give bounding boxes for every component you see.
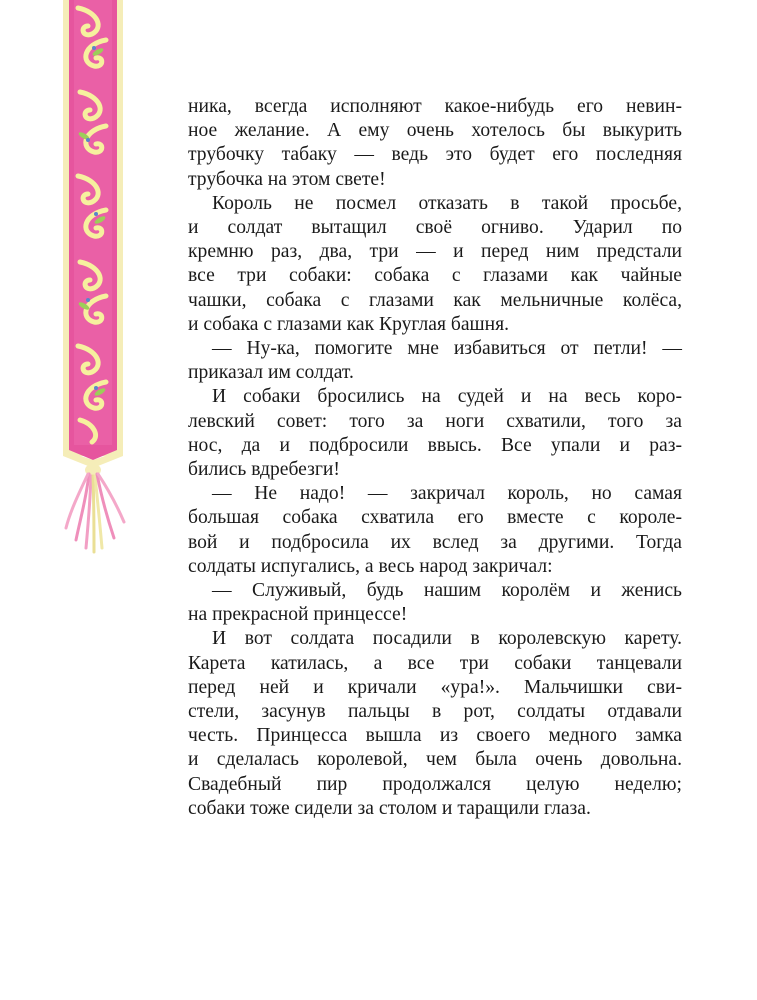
text-line: собаки тоже сидели за столом и таращили глаза. bbox=[188, 797, 591, 819]
text-line: Карета катилась, а все три собаки танцевали bbox=[188, 652, 682, 674]
text-line: стели, засунув пальцы в рот, солдаты отдавали bbox=[188, 701, 682, 723]
text-line: солдаты испугались, а весь народ закричал: bbox=[188, 555, 553, 577]
text-line: и сделалась королевой, чем была очень довольна. bbox=[188, 749, 682, 771]
text-line: все три собаки: собака с глазами как чайные bbox=[188, 265, 682, 287]
text-line: перед ней и кричали «ура!». Мальчишки сви- bbox=[188, 676, 682, 698]
text-line: Свадебный пир продолжался целую неделю; bbox=[188, 773, 682, 795]
text-line: трубочка на этом свете! bbox=[188, 168, 386, 190]
text-line: трубочку табаку — ведь это будет его последняя bbox=[188, 144, 682, 166]
text-line: честь. Принцесса вышла из своего медного замка bbox=[188, 725, 682, 747]
text-line: левский совет: того за ноги схватили, того за bbox=[188, 410, 682, 432]
text-line: бились вдребезги! bbox=[188, 459, 340, 481]
text-line: ника, всегда исполняют какое-нибудь его невин- bbox=[188, 96, 682, 117]
text-line: И собаки бросились на судей и на весь коро- bbox=[212, 386, 682, 408]
text-line: и собака с глазами как Круглая башня. bbox=[188, 313, 510, 335]
text-line: — Служивый, будь нашим королём и женись bbox=[212, 580, 682, 602]
text-line: кремню раз, два, три — и перед ним предстали bbox=[188, 241, 682, 263]
text-line: чашки, собака с глазами как мельничные колёса, bbox=[188, 289, 682, 311]
ornamental-ribbon-icon bbox=[58, 0, 144, 560]
text-line: нос, да и подбросили ввысь. Все упали и раз- bbox=[188, 434, 682, 456]
text-line: большая собака схватила его вместе с короле- bbox=[188, 507, 682, 529]
text-line: и солдат вытащил своё огниво. Ударил по bbox=[188, 217, 682, 239]
text-line: ное желание. А ему очень хотелось бы выкурить bbox=[188, 120, 682, 142]
text-line: приказал им солдат. bbox=[188, 362, 354, 384]
text-line: Король не посмел отказать в такой просьбе, bbox=[212, 192, 682, 214]
text-line: на прекрасной принцессе! bbox=[188, 604, 408, 626]
page-text bbox=[188, 95, 682, 821]
text-line: — Не надо! — закричал король, но самая bbox=[212, 483, 682, 505]
text-line: — Ну-ка, помогите мне избавиться от петли! — bbox=[212, 338, 682, 360]
text-line: И вот солдата посадили в королевскую карету. bbox=[212, 628, 682, 650]
text-line: вой и подбросила их вслед за другими. Тогда bbox=[188, 531, 682, 553]
